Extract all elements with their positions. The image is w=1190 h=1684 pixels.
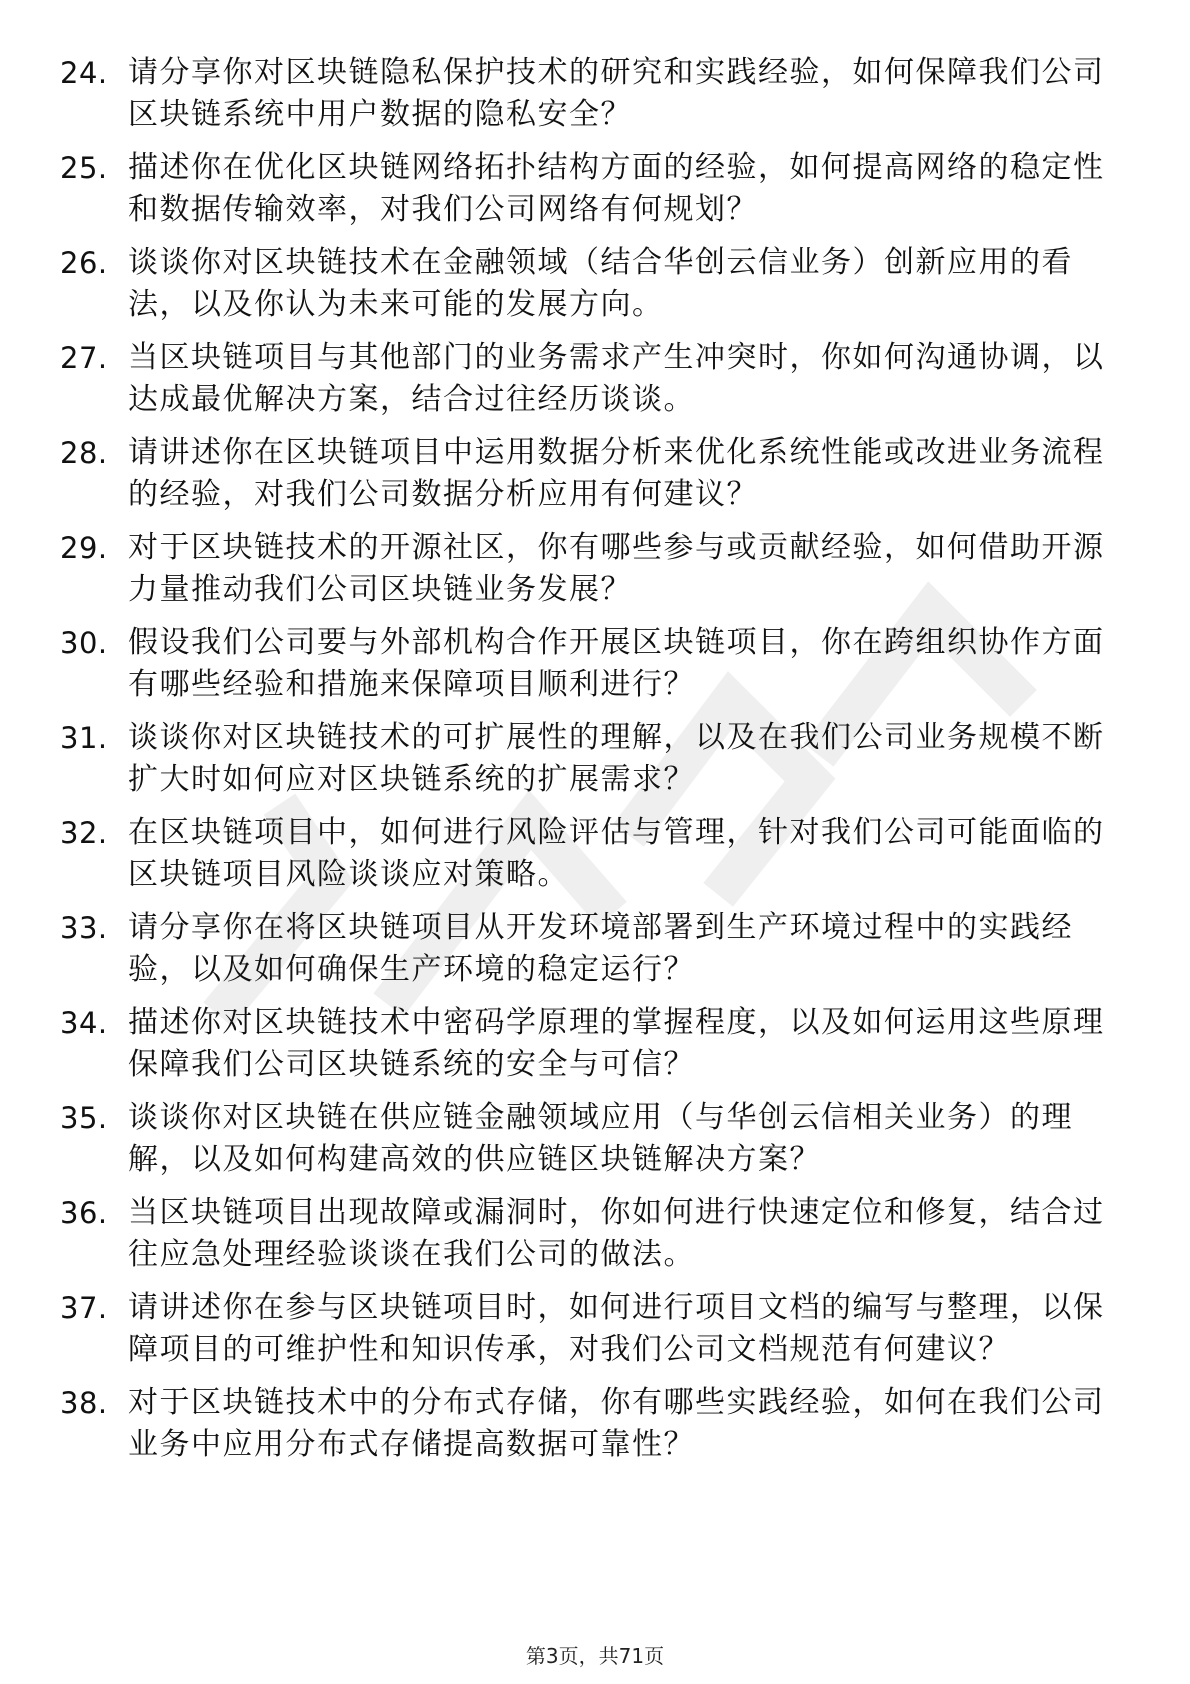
question-text: 对于区块链技术中的分布式存储，你有哪些实践经验，如何在我们公司业务中应用分布式存储提高数据可靠性？ [128,1385,1105,1462]
question-number: 38. [60,1386,108,1420]
question-number: 33. [60,911,108,945]
question-text: 当区块链项目与其他部门的业务需求产生冲突时，你如何沟通协调，以达成最优解决方案，结合过往经历谈谈。 [128,340,1105,417]
question-text: 请分享你对区块链隐私保护技术的研究和实践经验，如何保障我们公司区块链系统中用户数据的隐私安全？ [128,55,1105,132]
question-item [60,812,1120,896]
question-text: 请分享你在将区块链项目从开发环境部署到生产环境过程中的实践经验，以及如何确保生产环境的稳定运行？ [128,910,1073,987]
question-number: 26. [60,246,108,280]
question-item [60,527,1120,611]
question-item [60,147,1120,231]
question-item [60,242,1120,326]
question-number: 24. [60,56,108,90]
question-item [60,337,1120,421]
question-text: 谈谈你对区块链在供应链金融领域应用（与华创云信相关业务）的理解，以及如何构建高效的供应链区块链解决方案？ [128,1100,1073,1177]
question-text: 描述你在优化区块链网络拓扑结构方面的经验，如何提高网络的稳定性和数据传输效率，对我们公司网络有何规划？ [128,150,1105,227]
question-text: 在区块链项目中，如何进行风险评估与管理，针对我们公司可能面临的区块链项目风险谈谈应对策略。 [128,815,1105,892]
question-number: 34. [60,1006,108,1040]
question-item [60,1097,1120,1181]
question-item [60,907,1120,991]
question-item [60,1287,1120,1371]
question-number: 30. [60,626,108,660]
question-list [60,52,1120,1477]
question-text: 请讲述你在参与区块链项目时，如何进行项目文档的编写与整理，以保障项目的可维护性和知识传承，对我们公司文档规范有何建议？ [128,1290,1105,1367]
question-text: 当区块链项目出现故障或漏洞时，你如何进行快速定位和修复，结合过往应急处理经验谈谈在我们公司的做法。 [128,1195,1105,1272]
question-item [60,717,1120,801]
question-text: 谈谈你对区块链技术的可扩展性的理解，以及在我们公司业务规模不断扩大时如何应对区块链系统的扩展需求？ [128,720,1105,797]
question-number: 36. [60,1196,108,1230]
question-number: 28. [60,436,108,470]
question-item [60,1002,1120,1086]
question-item [60,52,1120,136]
question-number: 27. [60,341,108,375]
question-text: 请讲述你在区块链项目中运用数据分析来优化系统性能或改进业务流程的经验，对我们公司数据分析应用有何建议？ [128,435,1105,512]
question-number: 25. [60,151,108,185]
question-number: 35. [60,1101,108,1135]
question-number: 37. [60,1291,108,1325]
question-text: 描述你对区块链技术中密码学原理的掌握程度，以及如何运用这些原理保障我们公司区块链系统的安全与可信？ [128,1005,1105,1082]
question-item [60,1192,1120,1276]
question-number: 29. [60,531,108,565]
page-footer: 第3页，共71页 [525,1644,665,1668]
question-item [60,432,1120,516]
question-number: 31. [60,721,108,755]
question-number: 32. [60,816,108,850]
question-item [60,1382,1120,1466]
question-text: 假设我们公司要与外部机构合作开展区块链项目，你在跨组织协作方面有哪些经验和措施来保障项目顺利进行？ [128,625,1105,702]
question-item [60,622,1120,706]
question-text: 谈谈你对区块链技术在金融领域（结合华创云信业务）创新应用的看法，以及你认为未来可能的发展方向。 [128,245,1073,322]
question-text: 对于区块链技术的开源社区，你有哪些参与或贡献经验，如何借助开源力量推动我们公司区块链业务发展？ [128,530,1105,607]
